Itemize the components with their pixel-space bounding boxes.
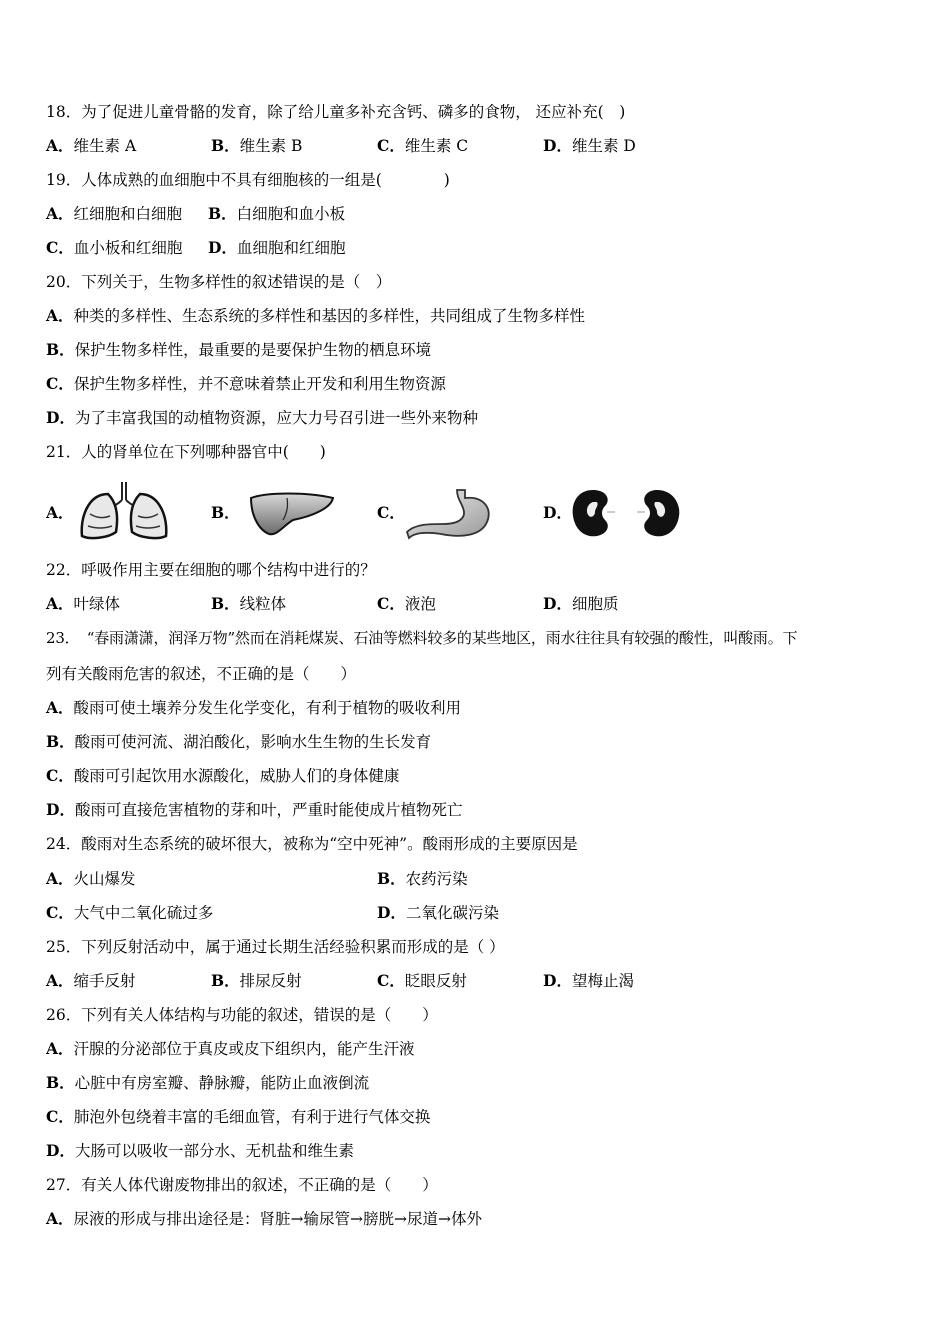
q20-option-a[interactable]: A．种类的多样性、生态系统的多样性和基因的多样性，共同组成了生物多样性 [46, 306, 586, 325]
q18-option-d[interactable]: D．维生素 D [543, 136, 636, 155]
q20-option-c[interactable]: C．保护生物多样性，并不意味着禁止开发和利用生物资源 [46, 374, 446, 393]
q21-option-a[interactable]: A． [46, 478, 176, 544]
q23-option-a[interactable]: A．酸雨可使土壤养分发生化学变化，有利于植物的吸收利用 [46, 698, 462, 717]
question-26-stem: 26．下列有关人体结构与功能的叙述，错误的是（ ） [46, 1006, 438, 1024]
question-23-stem-line1: 23． “春雨潇潇，润泽万物”然而在消耗煤炭、石油等燃料较多的某些地区，雨水往往具有较强的酸性，叫酸雨。下 [46, 629, 798, 647]
q22-option-b[interactable]: B．线粒体 [211, 594, 287, 613]
question-23-stem-line2: 列有关酸雨危害的叙述，不正确的是（ ） [46, 665, 357, 683]
q21-option-c[interactable]: C． [377, 478, 507, 544]
q23-option-b[interactable]: B．酸雨可使河流、湖泊酸化，影响水生生物的生长发育 [46, 732, 432, 751]
q25-option-b[interactable]: B．排尿反射 [211, 971, 302, 990]
q18-option-a[interactable]: A．维生素 A [46, 136, 137, 155]
q21-option-b[interactable]: B． [211, 478, 341, 544]
stomach-icon [405, 486, 497, 542]
q25-option-c[interactable]: C．眨眼反射 [377, 971, 467, 990]
q24-option-b[interactable]: B．农药污染 [377, 869, 468, 888]
lungs-icon [78, 480, 170, 542]
q22-option-a[interactable]: A．叶绿体 [46, 594, 121, 613]
q25-option-a[interactable]: A．缩手反射 [46, 971, 136, 990]
q24-option-a[interactable]: A．火山爆发 [46, 869, 136, 888]
q27-option-a[interactable]: A．尿液的形成与排出途径是：肾脏→输尿管→膀胱→尿道→体外 [46, 1209, 482, 1228]
question-21-stem: 21．人的肾单位在下列哪种器官中( ) [46, 443, 326, 461]
q26-option-b[interactable]: B．心脏中有房室瓣、静脉瓣，能防止血液倒流 [46, 1073, 370, 1092]
question-25-stem: 25．下列反射活动中，属于通过长期生活经验积累而形成的是（ ） [46, 938, 505, 956]
question-19-stem: 19．人体成熟的血细胞中不具有细胞核的一组是( ) [46, 171, 450, 189]
q19-option-b[interactable]: B．白细胞和血小板 [208, 204, 346, 223]
question-27-stem: 27．有关人体代谢废物排出的叙述，不正确的是（ ） [46, 1176, 438, 1194]
q20-option-d[interactable]: D．为了丰富我国的动植物资源，应大力号召引进一些外来物种 [46, 408, 478, 427]
q18-option-c[interactable]: C．维生素 C [377, 136, 469, 155]
q19-option-d[interactable]: D．血细胞和红细胞 [208, 238, 346, 257]
question-22-stem: 22．呼吸作用主要在细胞的哪个结构中进行的？ [46, 561, 376, 579]
q25-option-d[interactable]: D．望梅止渴 [543, 971, 634, 990]
q23-option-c[interactable]: C．酸雨可引起饮用水源酸化，威胁人们的身体健康 [46, 766, 400, 785]
q24-option-d[interactable]: D．二氧化碳污染 [377, 903, 499, 922]
q26-option-d[interactable]: D．大肠可以吸收一部分水、无机盐和维生素 [46, 1141, 354, 1160]
q24-option-c[interactable]: C．大气中二氧化硫过多 [46, 903, 214, 922]
kidneys-icon [571, 488, 683, 540]
q21-option-d[interactable]: D． [543, 478, 693, 544]
q18-option-b[interactable]: B．维生素 B [211, 136, 303, 155]
question-18-stem: 18．为了促进儿童骨骼的发育，除了给儿童多补充含钙、磷多的食物， 还应补充( ) [46, 103, 626, 121]
q26-option-a[interactable]: A．汗腺的分泌部位于真皮或皮下组织内，能产生汗液 [46, 1039, 415, 1058]
liver-icon [247, 490, 337, 538]
q22-option-d[interactable]: D．细胞质 [543, 594, 619, 613]
question-20-stem: 20．下列关于，生物多样性的叙述错误的是（ ） [46, 273, 392, 291]
q19-option-c[interactable]: C．血小板和红细胞 [46, 238, 183, 257]
q26-option-c[interactable]: C．肺泡外包绕着丰富的毛细血管，有利于进行气体交换 [46, 1107, 431, 1126]
q23-option-d[interactable]: D．酸雨可直接危害植物的芽和叶，严重时能使成片植物死亡 [46, 800, 463, 819]
q19-option-a[interactable]: A．红细胞和白细胞 [46, 204, 183, 223]
q22-option-c[interactable]: C．液泡 [377, 594, 436, 613]
question-24-stem: 24．酸雨对生态系统的破坏很大，被称为“空中死神”。酸雨形成的主要原因是 [46, 835, 578, 853]
q20-option-b[interactable]: B．保护生物多样性，最重要的是要保护生物的栖息环境 [46, 340, 432, 359]
